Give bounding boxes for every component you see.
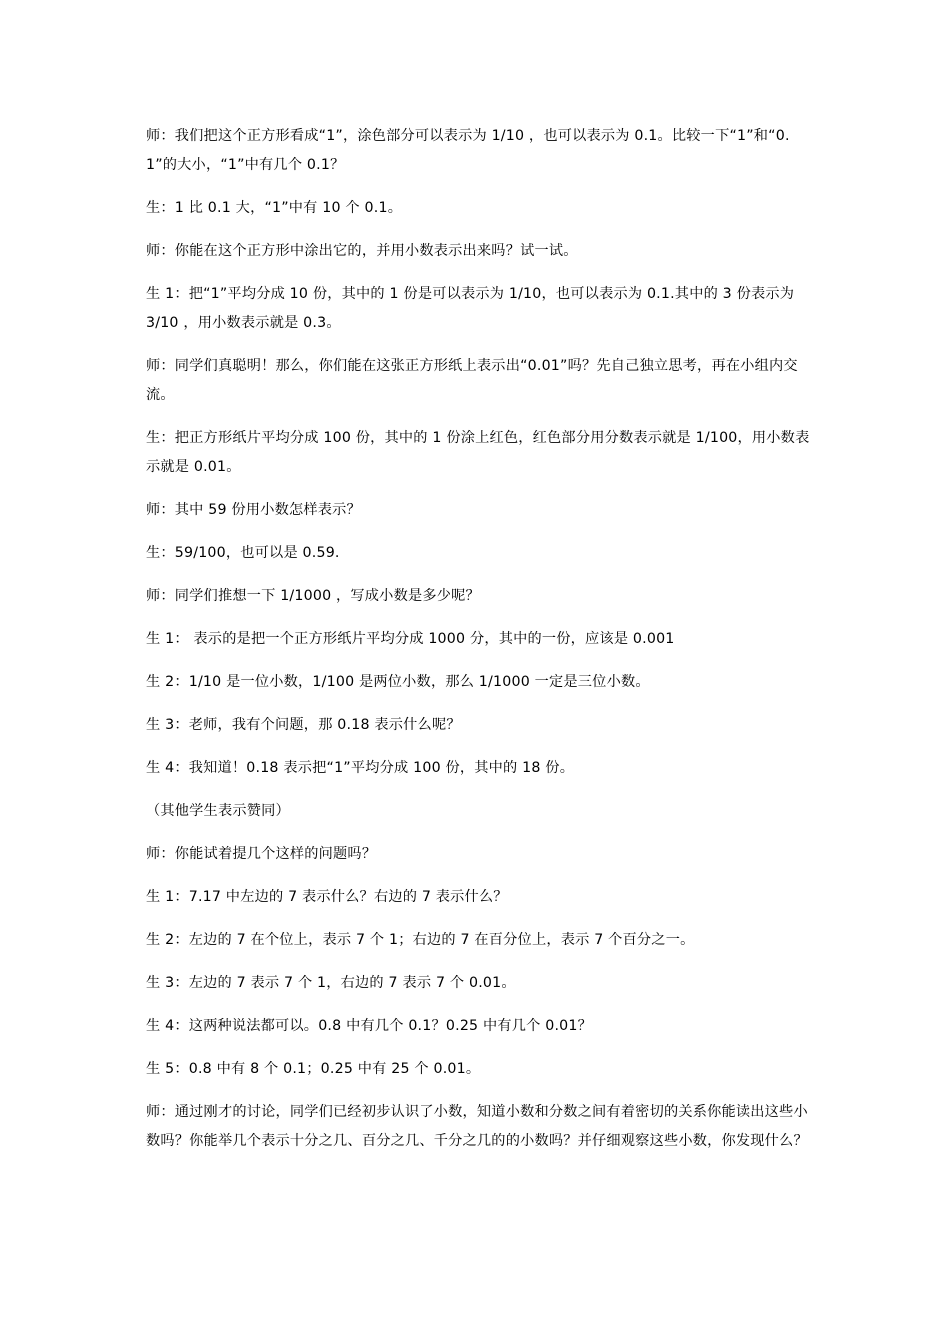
paragraph: 师：通过刚才的讨论，同学们已经初步认识了小数，知道小数和分数之间有着密切的关系你能读出这些小数吗？你能举几个表示十分之几、百分之几、千分之几的的小数吗？并仔细观察这些小数，你发现什么？	[146, 1104, 808, 1149]
paragraph: 师：你能试着提几个这样的问题吗？	[146, 846, 377, 862]
document-body	[146, 122, 810, 1170]
paragraph: 生 2：左边的 7 在个位上，表示 7 个 1；右边的 7 在百分位上，表示 7 个百分之一。	[146, 932, 695, 948]
paragraph: 生 1： 表示的是把一个正方形纸片平均分成 1000 分，其中的一份，应该是 0.001	[146, 631, 675, 647]
paragraph: 师：我们把这个正方形看成“1”，涂色部分可以表示为 1/10 ，也可以表示为 0.1。比较一下“1”和“0.1”的大小，“1”中有几个 0.1？	[146, 128, 790, 173]
paragraph: 生 5：0.8 中有 8 个 0.1；0.25 中有 25 个 0.01。	[146, 1061, 481, 1077]
paragraph: （其他学生表示赞同）	[146, 803, 290, 819]
paragraph: 生 3：老师，我有个问题，那 0.18 表示什么呢？	[146, 717, 461, 733]
paragraph: 师：同学们真聪明！那么，你们能在这张正方形纸上表示出“0.01”吗？先自己独立思考，再在小组内交流。	[146, 358, 798, 403]
paragraph: 生：1 比 0.1 大，“1”中有 10 个 0.1。	[146, 200, 403, 216]
paragraph: 师：你能在这个正方形中涂出它的，并用小数表示出来吗？试一试。	[146, 243, 578, 259]
paragraph: 生 1：把“1”平均分成 10 份，其中的 1 份是可以表示为 1/10，也可以表示为 0.1.其中的 3 份表示为 3/10 ，用小数表示就是 0.3。	[146, 286, 795, 331]
paragraph: 生 4：这两种说法都可以。0.8 中有几个 0.1？0.25 中有几个 0.01？	[146, 1018, 593, 1034]
paragraph: 师：其中 59 份用小数怎样表示？	[146, 502, 361, 518]
paragraph: 生 3：左边的 7 表示 7 个 1，右边的 7 表示 7 个 0.01。	[146, 975, 516, 991]
paragraph: 师：同学们推想一下 1/1000 ，写成小数是多少呢？	[146, 588, 480, 604]
paragraph: 生 1：7.17 中左边的 7 表示什么？右边的 7 表示什么？	[146, 889, 508, 905]
paragraph: 生：把正方形纸片平均分成 100 份，其中的 1 份涂上红色，红色部分用分数表示就是 1/100，用小数表示就是 0.01。	[146, 430, 810, 475]
paragraph: 生 4：我知道！0.18 表示把“1”平均分成 100 份，其中的 18 份。	[146, 760, 575, 776]
paragraph: 生 2：1/10 是一位小数，1/100 是两位小数，那么 1/1000 一定是三位小数。	[146, 674, 650, 690]
paragraph: 生：59/100，也可以是 0.59.	[146, 545, 340, 561]
